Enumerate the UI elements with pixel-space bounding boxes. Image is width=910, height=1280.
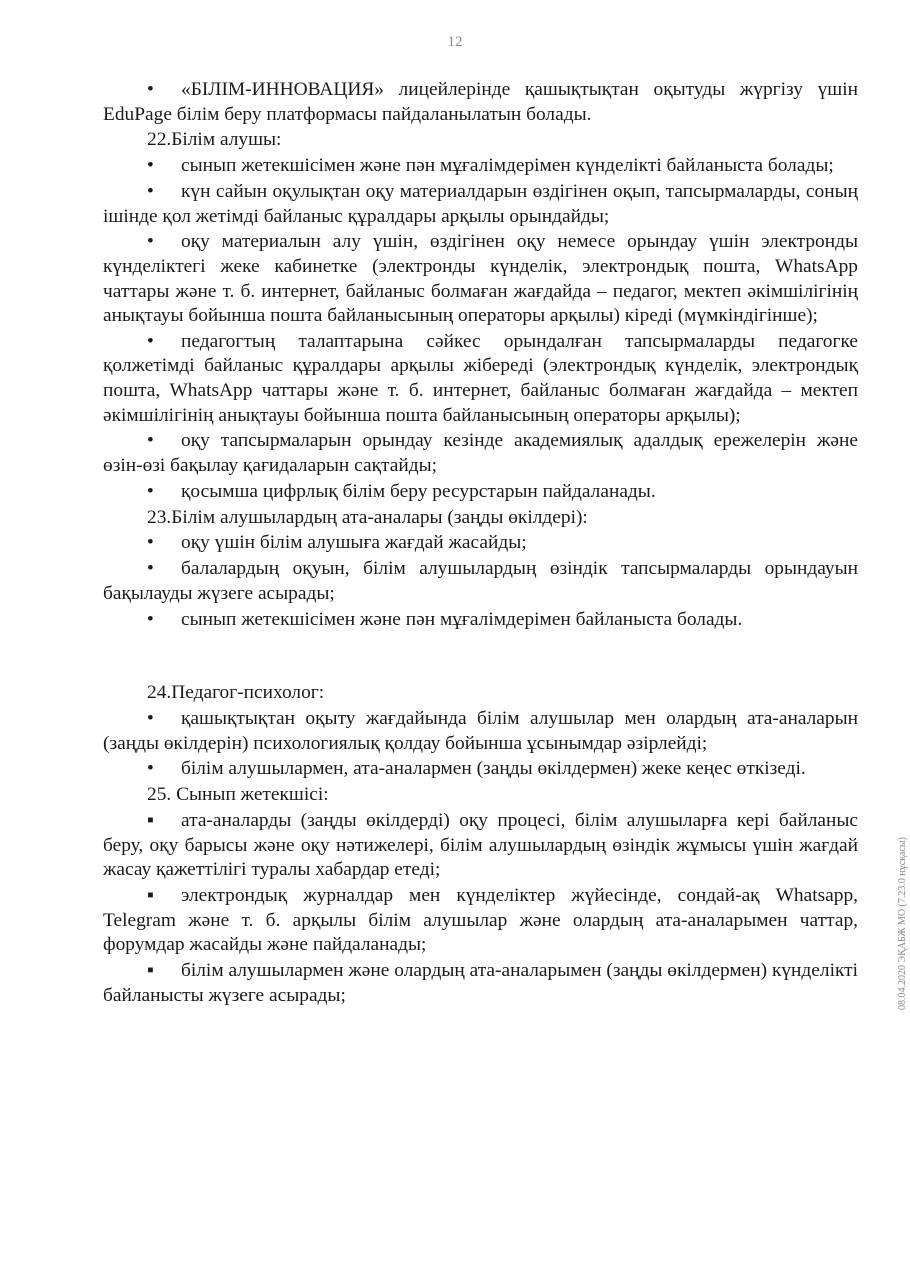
spacer — [103, 633, 858, 681]
bullet-item: • сынып жетекшісімен және пән мұғалімдерімен байланыста болады. — [103, 608, 858, 633]
section-heading-23: 23.Білім алушылардың ата-аналары (заңды өкілдері): — [147, 506, 588, 528]
bullet-item: • күн сайын оқулықтан оқу материалдарын өздігінен оқып, тапсырмаларды, соның ішінде қол жетімді байланыс құралдары арқылы орындайды; — [103, 180, 858, 229]
bullet-item: • қосымша цифрлық білім беру ресурстарын пайдаланады. — [103, 480, 858, 505]
section-heading-22: 22.Білім алушы: — [147, 129, 282, 151]
bullet-item: • оқу материалын алу үшін, өздігінен оқу немесе орындау үшін электронды күнделіктегі жеке кабинетке (электронды күнделік, электрондық пошта, WhatsApp чаттары және т. б. интернет, байланыс болмаған жағдайда – педагог, мектеп әкімшілігінің анықтауы бойынша пошта байланысының операторы арқылы) кіреді (мүмкіндігінше); — [103, 230, 858, 328]
bullet-item: • оқу үшін білім алушыға жағдай жасайды; — [103, 531, 858, 556]
bullet-item: • сынып жетекшісімен және пән мұғалімдерімен күнделікті байланыста болады; — [103, 154, 858, 179]
bullet-item: • білім алушылармен, ата-аналармен (заңды өкілдермен) жеке кеңес өткізеді. — [103, 757, 858, 782]
section-heading-24: 24.Педагог-психолог: — [147, 682, 325, 704]
side-stamp-text: 08.04.2020 ЭҚАБЖ МО (7.23.0 нұсқасы) — [897, 837, 908, 1010]
document-body — [103, 78, 858, 1009]
square-bullet-item: ▪ электрондық журналдар мен күнделіктер жүйесінде, сондай-ақ Whatsapp, Telegram және т. б. арқылы білім алушылар және олардың ата-аналарымен чаттар, форумдар жасайды және пайдаланады; — [103, 884, 858, 958]
bullet-item: • педагогтың талаптарына сәйкес орындалған тапсырмаларды педагогке қолжетімді байланыс құралдары арқылы жібереді (электрондық күнделік, электрондық пошта, WhatsApp чаттары және т. б. интернет, байланыс болмаған жағдайда – мектеп әкімшілігінің анықтауы бойынша пошта байланысының операторы арқылы); — [103, 330, 858, 428]
square-bullet-item: ▪ ата-аналарды (заңды өкілдерді) оқу процесі, білім алушыларға кері байланыс беру, оқу барысы және оқу нәтижелері, білім алушылардың өзіндік жұмысы үшін жағдай жасау қажеттілігі туралы хабардар етеді; — [103, 809, 858, 883]
bullet-item: • қашықтықтан оқыту жағдайында білім алушылар мен олардың ата-аналарын (заңды өкілдерін) психологиялық қолдау бойынша ұсынымдар әзірлейді; — [103, 707, 858, 756]
section-heading-25: 25. Сынып жетекшісі: — [147, 784, 329, 806]
bullet-item: • балалардың оқуын, білім алушылардың өзіндік тапсырмаларды орындауын бақылауды жүзеге асырады; — [103, 557, 858, 606]
bullet-item: • «БІЛІМ-ИННОВАЦИЯ» лицейлерінде қашықтықтан оқытуды жүргізу үшін EduPage білім беру платформасы пайдаланылатын болады. — [103, 78, 858, 127]
square-bullet-item: ▪ білім алушылармен және олардың ата-аналарымен (заңды өкілдермен) күнделікті байланысты жүзеге асырады; — [103, 959, 858, 1008]
page-number: 12 — [447, 34, 463, 50]
bullet-item: • оқу тапсырмаларын орындау кезінде академиялық адалдық ережелерін және өзін-өзі бақылау қағидаларын сақтайды; — [103, 429, 858, 478]
